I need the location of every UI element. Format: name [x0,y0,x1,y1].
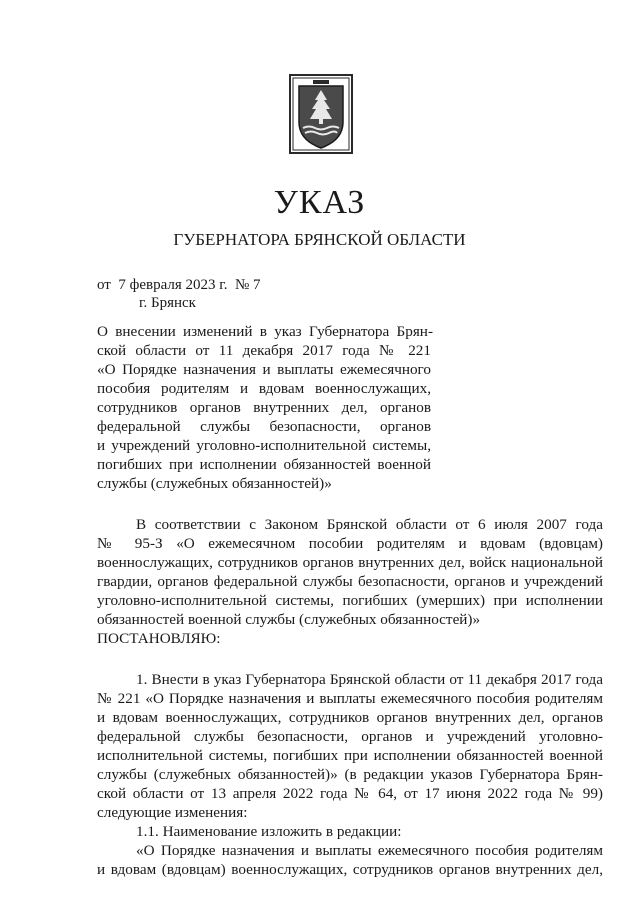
preamble-line: № 95-З «О ежемесячном пособии родителям и вдовам (вдовцам) [97,535,603,552]
resolution-word: ПОСТАНОВЛЯЮ: [97,630,221,647]
body-line: 1. Внести в указ Губернатора Брянской области от 11 декабря 2017 года [136,671,603,688]
caption-line: погибших при исполнении обязанностей военной [97,456,431,473]
body-line: № 221 «О Порядке назначения и выплаты ежемесячного пособия родителям [97,690,603,707]
preamble-line: уголовно-исполнительной системы, погибших (умерших) при исполнении [97,592,603,609]
bryansk-coat-of-arms-icon [289,74,353,154]
body-line: следующие изменения: [97,804,248,821]
caption-line: сотрудников органов внутренних дел, органов [97,399,431,416]
document-date-number: от 7 февраля 2023 г. № 7 [97,277,261,293]
body-line: федеральной службы безопасности, органов и учреждений уголовно- [97,728,603,745]
body-line: и вдовам военнослужащих, сотрудников органов внутренних дел, органов [97,709,603,726]
preamble-line: В соответствии с Законом Брянской области от 6 июля 2007 года [136,516,603,533]
caption-line: «О Порядке назначения и выплаты ежемесячного [97,361,431,378]
preamble-line: гвардии, органов федеральной службы безопасности, органов и учреждений [97,573,603,590]
caption-line: федеральной службы безопасности, органов [97,418,431,435]
caption-line: ской области от 11 декабря 2017 года № 221 [97,342,431,359]
preamble-line: обязанностей военной службы (служебных обязанностей)» [97,611,481,628]
body-line: исполнительной системы, погибших при исполнении обязанностей военной [97,747,603,764]
document-city: г. Брянск [139,295,196,311]
caption-line: пособия родителям и вдовам военнослужащих, [97,380,431,397]
caption-line: службы (служебных обязанностей)» [97,475,332,492]
body-line: службы (служебных обязанностей)» (в редакции указов Губернатора Брян- [97,766,603,783]
body-line: и вдовам (вдовцам) военнослужащих, сотрудников органов внутренних дел, [97,861,603,878]
document-subtitle: ГУБЕРНАТОРА БРЯНСКОЙ ОБЛАСТИ [173,230,466,249]
document-title: УКАЗ [273,184,366,221]
caption-line: О внесении изменений в указ Губернатора Брян- [97,323,433,340]
body-line: «О Порядке назначения и выплаты ежемесячного пособия родителям [136,842,603,859]
body-line: ской области от 13 апреля 2022 года № 64, от 17 июня 2022 года № 99) [97,785,603,802]
preamble-line: военнослужащих, сотрудников органов внутренних дел, войск национальной [97,554,603,571]
body-line: 1.1. Наименование изложить в редакции: [136,823,402,840]
caption-line: и учреждений уголовно-исполнительной системы, [97,437,431,454]
